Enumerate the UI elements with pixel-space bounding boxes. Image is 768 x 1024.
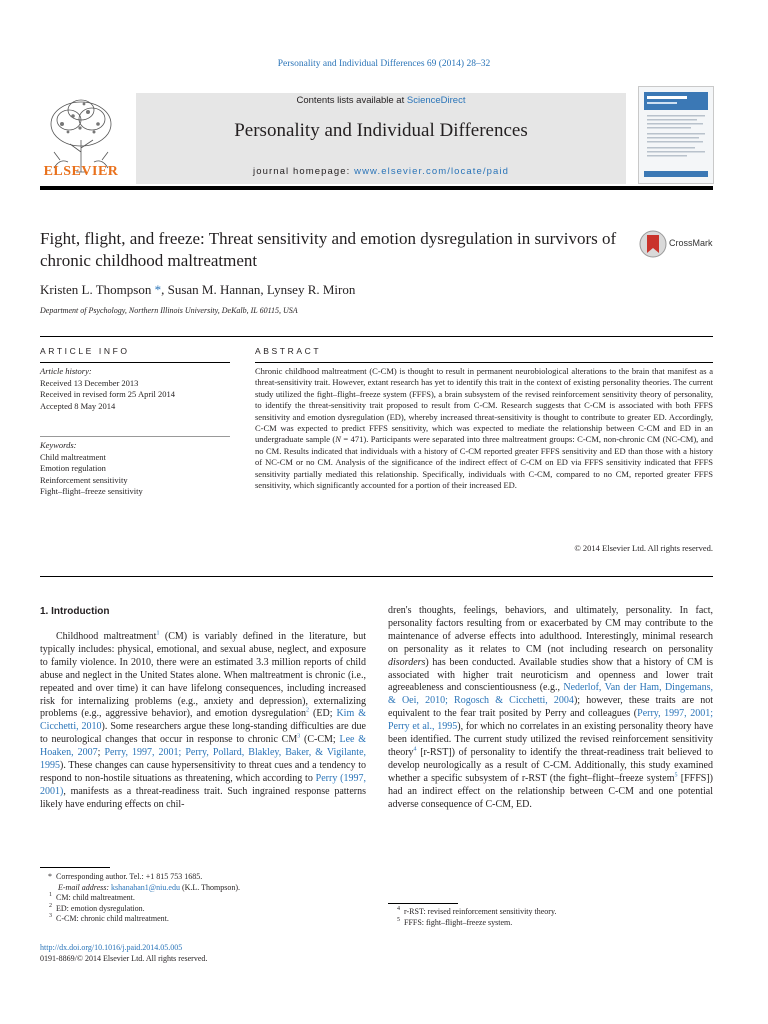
author-thompson: Kristen L. Thompson bbox=[40, 282, 152, 297]
article-info bbox=[40, 366, 230, 412]
header-rule bbox=[40, 186, 713, 190]
article-info-heading: ARTICLE INFO bbox=[40, 346, 130, 356]
accepted-date: Accepted 8 May 2014 bbox=[40, 400, 116, 411]
abstract-rule bbox=[255, 362, 713, 363]
doi-link[interactable]: http://dx.doi.org/10.1016/j.paid.2014.05.005 bbox=[40, 943, 183, 952]
affiliation: Department of Psychology, Northern Illinois University, DeKalb, IL 60115, USA bbox=[40, 306, 298, 315]
footnote-ref[interactable]: 5 bbox=[674, 772, 678, 779]
keywords bbox=[40, 440, 230, 498]
footnote-rule-right bbox=[388, 903, 458, 904]
crossmark-icon bbox=[639, 229, 667, 259]
keyword-item: Fight–flight–freeze sensitivity bbox=[40, 486, 143, 496]
history-label: Article history: bbox=[40, 366, 92, 376]
homepage-link[interactable]: www.elsevier.com/locate/paid bbox=[354, 166, 510, 177]
body-column-right: dren's thoughts, feelings, behaviors, and ultimately, personality. In fact, personality factors resulting from or exacerbated by CM may contribute to the maintenance of adverse effects into adulthood. Interestingly, minimal research on personality as it relates to CM (not including research on personality disorders) has been conducted. Available studies show that a history of CM is associated with higher trait neuroticism and openness and lower trait agreeableness and conscientiousness (e.g., Nederlof, Van der Ham, Dingemans, & Oei, 2010; Rogosch & Cicchetti, 2004); however, these traits are not equivalent to the fear trait posited by Perry and colleagues (Perry, 1997, 2001; Perry et al., 1995), for which no correlates in an existing personality theory have been identified. The current study utilized the revised reinforcement sensitivity theory$^4$ [r-RST]) of personality to identify the threat-readiness trait believed to develop neurologically as a result of C-CM. Additionally, this study examined whether a specific subsystem of r-RST (the fight–flight–freeze system$^5$ [FFFS]) had an indirect effect on the relationship between C-CM and one potential adverse consequence of C-CM, ED. bbox=[388, 605, 714, 810]
article-title: Fight, flight, and freeze: Threat sensitivity and emotion dysregulation in survivors of chronic childhood maltreatment bbox=[40, 229, 617, 270]
footnotes-left: * Corresponding author. Tel.: +1 815 753 1685. E-mail address: kshanahan1@niu.edu (K.L. Thompson). $^1$ CM: child maltreatment. $^2$ ED: emotion dysregulation. $^3$ C-CM: chronic child maltreatment. bbox=[48, 872, 241, 923]
citation-link[interactable]: Perry, 1997, 2001; Perry, Pollard, Blakley, Baker, & Vigilante, 1995 bbox=[40, 747, 367, 772]
email-link[interactable]: kshanahan1@niu.edu bbox=[111, 882, 180, 892]
journal-citation-link[interactable]: Personality and Individual Differences 69 (2014) 28–32 bbox=[277, 59, 491, 69]
body-rule bbox=[40, 576, 713, 577]
citation-link[interactable]: Nederlof, Van der Ham, Dingemans, & Oei, 2010; Rogosch & Cicchetti, 2004 bbox=[388, 682, 713, 707]
elsevier-wordmark: ELSEVIER bbox=[43, 164, 119, 179]
journal-homepage: journal homepage: www.elsevier.com/locate/paid bbox=[252, 166, 510, 177]
footnote-ref[interactable]: 2 bbox=[306, 708, 310, 715]
crossmark-label: CrossMark bbox=[669, 238, 713, 248]
abstract-heading: ABSTRACT bbox=[255, 346, 322, 356]
keywords-label: Keywords: bbox=[40, 440, 77, 450]
keywords-rule bbox=[40, 436, 230, 437]
info-rule bbox=[40, 362, 230, 363]
keyword-item: Reinforcement sensitivity bbox=[40, 474, 128, 485]
citation-link[interactable]: Perry, 1997, 2001; Perry et al., 1995 bbox=[388, 708, 713, 733]
footnote-rule-left bbox=[40, 867, 110, 868]
body-column-left: Childhood maltreatment$^1$ (CM) is variably defined in the literature, but typically includes: physical, emotional, and sexual abuse, neglect, and exposure to family violence. In 2010, there were an estimated 3.3 million reports of child abuse and neglect in the United States alone. When maltreatment is chronic (i.e., repeated and over time) it can have lifelong consequences, including increased risk for internalizing problems (e.g., anxiety and depression), externalizing problems (e.g., aggressive behavior), and emotion dysregulation$^2$ (ED; Kim & Cicchetti, 2010). Some researchers argue these long-standing difficulties are due to neurological changes that occur in response to chronic $CM^3$ (C-CM; Lee & Hoaken, 2007; Perry, 1997, 2001; Perry, Pollard, Blakley, Baker, & Vigilante, 1995). These changes can cause hypersensitivity to threat cues and a tendency to respond to non-hostile situations as threatening, which according to Perry (1997, 2001), manifests as a threat-readiness trait. Such ingrained response patterns likely have enduring effects on chil- bbox=[40, 630, 367, 810]
author-list bbox=[40, 282, 355, 298]
other-authors: , Susan M. Hannan, Lynsey R. Miron bbox=[161, 282, 356, 297]
citation-link[interactable]: Perry (1997, 2001) bbox=[40, 772, 366, 797]
issn-line: 0191-8869/© 2014 Elsevier Ltd. All rights reserved. bbox=[40, 954, 208, 963]
section-heading-introduction: 1. Introduction bbox=[40, 606, 110, 617]
received-date: Received 13 December 2013 bbox=[40, 377, 139, 388]
citation-link[interactable]: Lee & Hoaken, 2007 bbox=[40, 734, 367, 759]
footnotes-right: $^4$ r-RST: revised reinforcement sensitivity theory. $^5$ FFFS: fight–flight–freeze system. bbox=[397, 906, 557, 927]
sciencedirect-link[interactable]: ScienceDirect bbox=[406, 95, 466, 106]
keyword-item: Child maltreatment bbox=[40, 451, 106, 462]
keyword-item: Emotion regulation bbox=[40, 463, 106, 473]
footnote-ref[interactable]: 3 bbox=[297, 733, 301, 740]
cover-thumbnail-icon bbox=[639, 87, 713, 183]
revised-date: Received in revised form 25 April 2014 bbox=[40, 389, 176, 399]
journal-title: Personality and Individual Differences bbox=[234, 120, 528, 141]
crossmark-button[interactable] bbox=[639, 229, 715, 259]
abstract-text: Chronic childhood maltreatment (C-CM) is thought to result in permanent neurobiological alterations to the brain that manifest as a threat-sensitivity trait. However, extant research has yet to identify this trait in the context of existing personality theories. The current study utilized the fight–flight–freeze system (FFFS), a brain subsystem of the revised reinforcement sensitivity theory of personality, to identify the threat-sensitivity trait proposed to result from C-CM. Research suggests that C-CM is associated with both FFFS sensitivity and emotion dysregulation (ED), whereby increased threat-sensitivity is thought to contribute to greater ED. Accordingly, C-CM was expected to predict FFFS sensitivity, which was expected to mediate the relationship between C-CM and ED in an undergraduate sample (N = 471). Participants were separated into three maltreatment groups: C-CM, non-chronic CM (NC-CM), and no CM. Results indicated that individuals with a history of C-CM reported greater FFFS sensitivity and ED than those with a history of NC-CM or no CM. Analysis of the significance of the indirect effect of C-CM on ED via FFFS sensitivity indicated that FFFS sensitivity partially mediated this relationship. Specifically, individuals with C-CM, compared to no CM, reported greater FFFS sensitivity, which significantly accounted for a portion of their increased ED. bbox=[255, 366, 714, 491]
copyright-notice: © 2014 Elsevier Ltd. All rights reserved. bbox=[574, 543, 713, 553]
footnote-ref[interactable]: 4 bbox=[413, 746, 417, 753]
journal-cover-image bbox=[638, 86, 714, 184]
footnote-ref[interactable]: 1 bbox=[156, 630, 160, 637]
doi-block bbox=[40, 942, 207, 964]
citation-link[interactable]: Kim & Cicchetti, 2010 bbox=[40, 708, 366, 733]
contents-line: Contents lists available at ScienceDirect bbox=[296, 95, 466, 106]
section-rule bbox=[40, 336, 713, 337]
corresponding-author-mark[interactable]: * bbox=[154, 282, 162, 297]
